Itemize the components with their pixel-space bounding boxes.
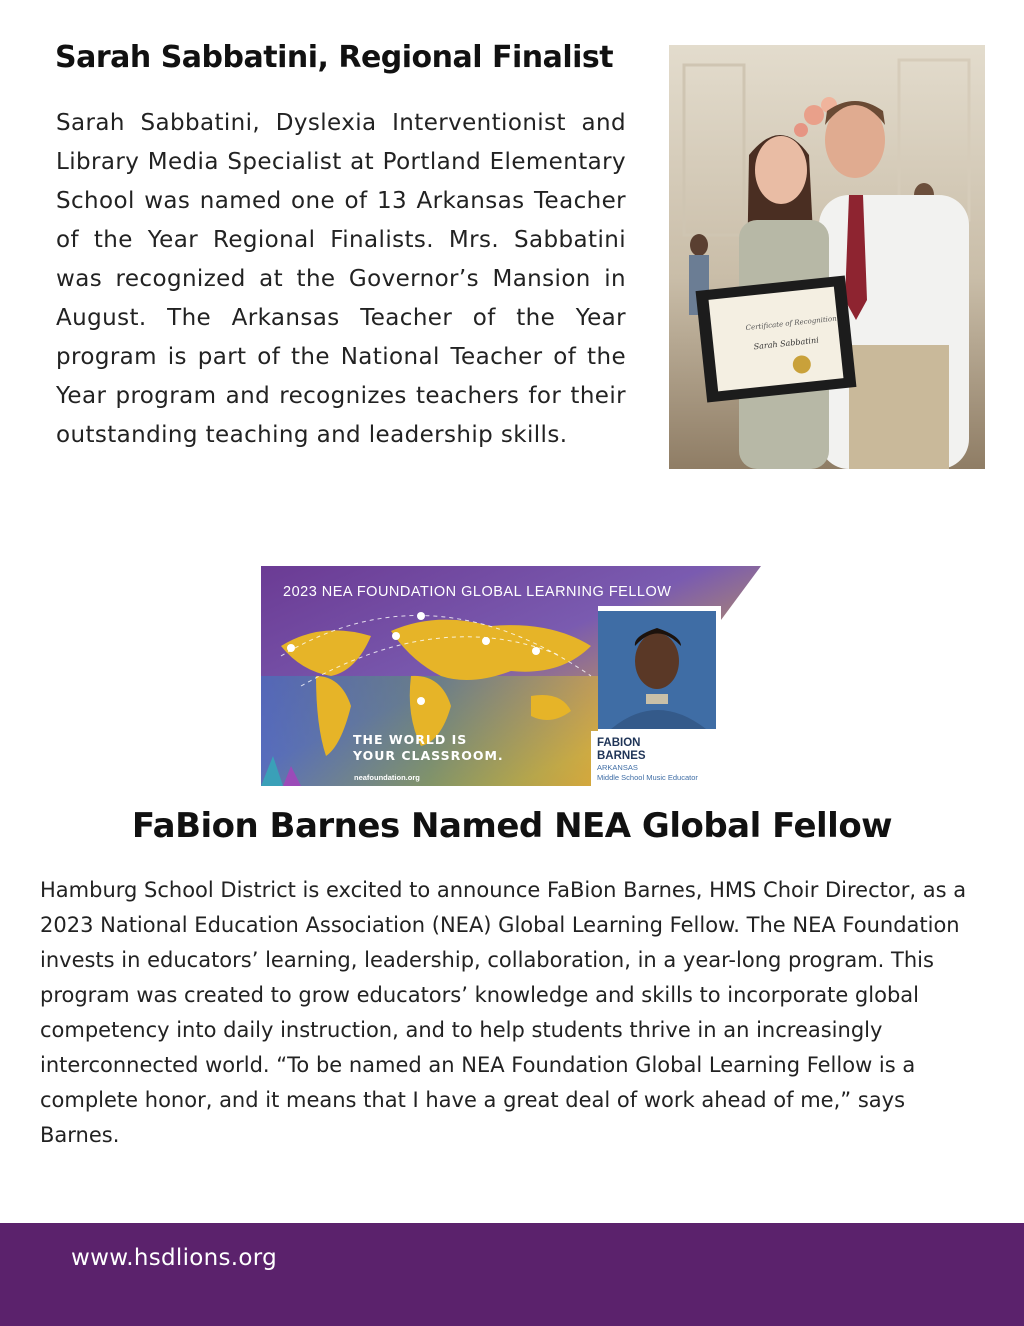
photo-sabbatini-award [669,45,985,469]
certificate-title: Certificate of Recognition [745,314,838,333]
article-title-barnes: FaBion Barnes Named NEA Global Fellow [131,806,893,846]
nea-fellow-banner [261,566,761,786]
banner-tagline-2: YOUR CLASSROOM. [353,748,504,763]
fellow-last-name: BARNES [597,750,646,762]
banner-heading: 2023 NEA FOUNDATION GLOBAL LEARNING FELLOW [283,584,672,600]
article-title-sabbatini: Sarah Sabbatini, Regional Finalist [55,40,614,75]
fellow-state: ARKANSAS [597,763,638,772]
fellow-role: Middle School Music Educator [597,773,698,782]
article-body-sabbatini: Sarah Sabbatini, Dyslexia Interventionist and Library Media Specialist at Portland Elementary School was named one of 13 Arkansas Teacher of the Year Regional Finalists. Mrs. Sabbatini was recognized at the Governor’s Mansion in August. The Arkansas Teacher of the Year program is part of the National Teacher of the Year program and recognizes teachers for their outstanding teaching and leadership skills. [56,110,626,448]
banner-tagline-1: THE WORLD IS [353,732,468,747]
article-body-barnes: Hamburg School District is excited to announce FaBion Barnes, HMS Choir Director, as a 2023 National Education Association (NEA) Global Learning Fellow. The NEA Foundation invests in educators’ learning, leadership, collaboration, in a year-long program. This program was created to grow educators’ knowledge and skills to incorporate global competency into daily instruction, and to help students thrive in an increasingly interconnected world. “To be named an NEA Foundation Global Learning Fellow is a complete honor, and it means that I have a great deal of work ahead of me,” says Barnes. [40,878,967,1147]
footer-website-link[interactable]: www.hsdlions.org [71,1245,278,1271]
certificate-name: Sarah Sabbatini [753,335,820,352]
banner-site: neafoundation.org [354,773,420,782]
footer-bar [0,1223,1024,1326]
fellow-first-name: FABION [597,737,641,749]
